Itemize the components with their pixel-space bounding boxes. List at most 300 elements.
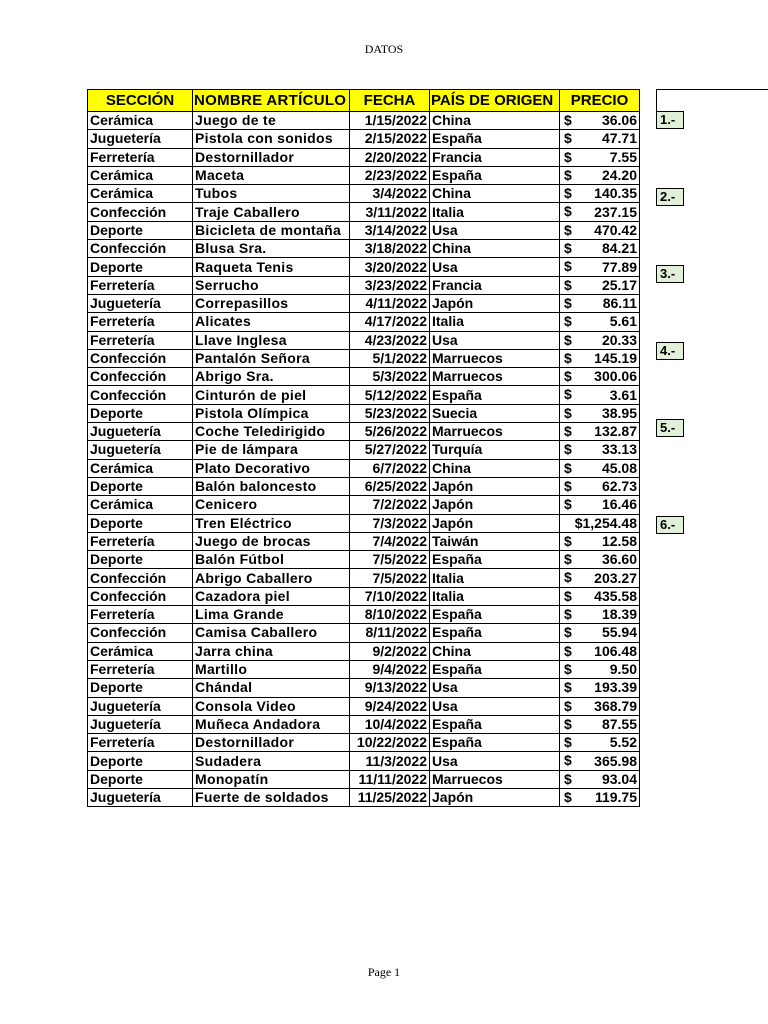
cell-fecha[interactable]: 8/10/2022	[350, 606, 430, 624]
cell-nombre-articulo[interactable]: Jarra china	[193, 642, 350, 660]
price-value: 86.11	[602, 295, 637, 312]
currency-symbol: $	[564, 496, 572, 513]
cell-pais[interactable]: Marruecos	[430, 423, 560, 441]
cell-precio[interactable]	[560, 587, 640, 605]
cell-precio[interactable]	[560, 258, 640, 276]
cell-precio[interactable]	[560, 368, 640, 386]
cell-precio[interactable]	[560, 477, 640, 495]
side-label-1[interactable]: 1.-	[656, 111, 684, 129]
table-row	[88, 532, 640, 550]
cell-pais[interactable]: Marruecos	[430, 770, 560, 788]
cell-fecha[interactable]: 5/12/2022	[350, 386, 430, 404]
cell-pais[interactable]: Usa	[430, 331, 560, 349]
cell-precio[interactable]	[560, 240, 640, 258]
cell-pais[interactable]: Italia	[430, 569, 560, 587]
cell-nombre-articulo[interactable]: Balón baloncesto	[193, 477, 350, 495]
cell-nombre-articulo[interactable]: Tubos	[193, 185, 350, 203]
table-row	[88, 569, 640, 587]
cell-fecha[interactable]: 9/13/2022	[350, 679, 430, 697]
cell-fecha[interactable]: 11/3/2022	[350, 752, 430, 770]
currency-symbol: $	[564, 349, 572, 366]
cell-pais[interactable]: Turquía	[430, 441, 560, 459]
cell-seccion[interactable]: Deporte	[88, 221, 193, 239]
table-row	[88, 240, 640, 258]
price-value: $1,254.48	[574, 514, 637, 531]
cell-pais[interactable]: Japón	[430, 477, 560, 495]
cell-fecha[interactable]: 5/26/2022	[350, 423, 430, 441]
price-value: 9.50	[609, 661, 637, 678]
currency-symbol: $	[564, 788, 572, 805]
cell-pais[interactable]: España	[430, 715, 560, 733]
cell-seccion[interactable]: Deporte	[88, 477, 193, 495]
price-value: 20.33	[601, 331, 637, 348]
table-row	[88, 606, 640, 624]
table-row	[88, 404, 640, 422]
currency-symbol: $	[564, 185, 572, 202]
table-row	[88, 112, 640, 130]
cell-pais[interactable]: Marruecos	[430, 349, 560, 367]
cell-precio[interactable]	[560, 624, 640, 642]
header-precio[interactable]: PRECIO	[560, 90, 640, 112]
cell-pais[interactable]: China	[430, 459, 560, 477]
currency-symbol: $	[564, 551, 572, 568]
currency-symbol: $	[564, 679, 572, 696]
table-row	[88, 130, 640, 148]
cell-precio[interactable]	[560, 203, 640, 221]
table-row	[88, 313, 640, 331]
table-row	[88, 294, 640, 312]
cell-precio[interactable]	[560, 770, 640, 788]
side-label-6[interactable]: 6.-	[656, 516, 684, 534]
cell-precio[interactable]	[560, 734, 640, 752]
cell-fecha[interactable]: 5/27/2022	[350, 441, 430, 459]
table-row	[88, 276, 640, 294]
cell-seccion[interactable]: Juguetería	[88, 788, 193, 806]
cell-pais[interactable]: Usa	[430, 752, 560, 770]
currency-symbol: $	[564, 752, 572, 769]
cell-nombre-articulo[interactable]: Chándal	[193, 679, 350, 697]
cell-precio[interactable]	[560, 313, 640, 331]
cell-precio[interactable]	[560, 294, 640, 312]
currency-symbol: $	[564, 368, 572, 385]
price-value: 237.15	[594, 203, 637, 220]
table-row	[88, 221, 640, 239]
cell-precio[interactable]	[560, 660, 640, 678]
cell-seccion[interactable]: Confección	[88, 368, 193, 386]
cell-seccion[interactable]: Juguetería	[88, 441, 193, 459]
price-value: 435.58	[594, 587, 637, 604]
cell-nombre-articulo[interactable]: Cazadora piel	[193, 587, 350, 605]
currency-symbol: $	[564, 697, 572, 714]
currency-symbol: $	[564, 386, 572, 403]
cell-nombre-articulo[interactable]: Coche Teledirigido	[193, 423, 350, 441]
cell-precio[interactable]	[560, 496, 640, 514]
currency-symbol: $	[564, 203, 572, 220]
cell-pais[interactable]: España	[430, 606, 560, 624]
cell-seccion[interactable]: Confección	[88, 386, 193, 404]
cell-precio[interactable]	[560, 679, 640, 697]
cell-seccion[interactable]: Deporte	[88, 404, 193, 422]
table-row	[88, 477, 640, 495]
price-value: 5.61	[609, 313, 637, 330]
cell-seccion[interactable]: Confección	[88, 587, 193, 605]
cell-fecha[interactable]: 3/23/2022	[350, 276, 430, 294]
cell-fecha[interactable]: 2/20/2022	[350, 148, 430, 166]
table-row	[88, 770, 640, 788]
table-row	[88, 624, 640, 642]
cell-nombre-articulo[interactable]: Traje Caballero	[193, 203, 350, 221]
currency-symbol: $	[564, 276, 572, 293]
cell-seccion[interactable]: Juguetería	[88, 715, 193, 733]
cell-pais[interactable]: Taiwán	[430, 532, 560, 550]
cell-nombre-articulo[interactable]: Juego de brocas	[193, 532, 350, 550]
cell-fecha[interactable]: 4/23/2022	[350, 331, 430, 349]
currency-symbol: $	[564, 331, 572, 348]
cell-pais[interactable]: China	[430, 185, 560, 203]
cell-fecha[interactable]: 5/3/2022	[350, 368, 430, 386]
cell-fecha[interactable]: 6/25/2022	[350, 477, 430, 495]
cell-seccion[interactable]: Cerámica	[88, 459, 193, 477]
cell-precio[interactable]	[560, 697, 640, 715]
cell-pais[interactable]: Japón	[430, 514, 560, 532]
cell-nombre-articulo[interactable]: Llave Inglesa	[193, 331, 350, 349]
price-value: 203.27	[594, 569, 637, 586]
cell-pais[interactable]: España	[430, 624, 560, 642]
table-row	[88, 752, 640, 770]
side-label-4[interactable]: 4.-	[656, 342, 684, 360]
cell-fecha[interactable]: 7/5/2022	[350, 551, 430, 569]
cell-nombre-articulo[interactable]: Blusa Sra.	[193, 240, 350, 258]
currency-symbol: $	[564, 624, 572, 641]
price-value: 87.55	[601, 715, 637, 732]
cell-precio[interactable]	[560, 642, 640, 660]
cell-pais[interactable]: Usa	[430, 679, 560, 697]
cell-seccion[interactable]: Juguetería	[88, 294, 193, 312]
cell-pais[interactable]: España	[430, 551, 560, 569]
header-pais-de-origen[interactable]: PAÍS DE ORIGEN	[430, 90, 560, 112]
cell-seccion[interactable]: Cerámica	[88, 185, 193, 203]
cell-nombre-articulo[interactable]: Pistola con sonidos	[193, 130, 350, 148]
table-row	[88, 386, 640, 404]
cell-precio[interactable]	[560, 349, 640, 367]
cell-seccion[interactable]: Confección	[88, 203, 193, 221]
cell-seccion[interactable]: Ferretería	[88, 276, 193, 294]
cell-seccion[interactable]: Ferretería	[88, 734, 193, 752]
cell-pais[interactable]: China	[430, 240, 560, 258]
side-frame	[656, 89, 768, 111]
cell-seccion[interactable]: Deporte	[88, 770, 193, 788]
currency-symbol: $	[564, 734, 572, 751]
price-value: 7.55	[609, 148, 637, 165]
cell-fecha[interactable]: 3/11/2022	[350, 203, 430, 221]
price-value: 62.73	[601, 478, 637, 495]
cell-precio[interactable]	[560, 331, 640, 349]
cell-nombre-articulo[interactable]: Alicates	[193, 313, 350, 331]
cell-precio[interactable]	[560, 221, 640, 239]
cell-precio[interactable]	[560, 551, 640, 569]
cell-precio[interactable]	[560, 441, 640, 459]
side-label-5[interactable]: 5.-	[656, 419, 684, 437]
cell-seccion[interactable]: Juguetería	[88, 697, 193, 715]
cell-seccion[interactable]: Juguetería	[88, 130, 193, 148]
price-value: 119.75	[594, 789, 637, 806]
cell-seccion[interactable]: Cerámica	[88, 496, 193, 514]
cell-fecha[interactable]: 11/25/2022	[350, 788, 430, 806]
cell-precio[interactable]	[560, 606, 640, 624]
cell-nombre-articulo[interactable]: Serrucho	[193, 276, 350, 294]
price-value: 5.52	[609, 734, 637, 751]
table-row	[88, 514, 640, 532]
currency-symbol: $	[564, 112, 572, 128]
cell-nombre-articulo[interactable]: Pie de lámpara	[193, 441, 350, 459]
cell-nombre-articulo[interactable]: Cenicero	[193, 496, 350, 514]
cell-seccion[interactable]: Deporte	[88, 514, 193, 532]
table-row	[88, 349, 640, 367]
cell-fecha[interactable]: 9/24/2022	[350, 697, 430, 715]
cell-seccion[interactable]: Cerámica	[88, 166, 193, 184]
currency-symbol: $	[564, 166, 572, 183]
cell-nombre-articulo[interactable]: Destornillador	[193, 148, 350, 166]
cell-precio[interactable]	[560, 569, 640, 587]
currency-symbol: $	[564, 221, 572, 238]
currency-symbol: $	[564, 587, 572, 604]
price-value: 16.46	[601, 496, 637, 513]
cell-fecha[interactable]: 10/22/2022	[350, 734, 430, 752]
side-label-3[interactable]: 3.-	[656, 265, 684, 283]
cell-fecha[interactable]: 7/2/2022	[350, 496, 430, 514]
cell-precio[interactable]	[560, 386, 640, 404]
cell-fecha[interactable]: 7/10/2022	[350, 587, 430, 605]
cell-pais[interactable]: Suecia	[430, 404, 560, 422]
cell-pais[interactable]: Japón	[430, 788, 560, 806]
cell-nombre-articulo[interactable]: Tren Eléctrico	[193, 514, 350, 532]
cell-precio[interactable]	[560, 514, 640, 532]
cell-nombre-articulo[interactable]: Sudadera	[193, 752, 350, 770]
price-value: 140.35	[594, 185, 637, 202]
price-value: 36.60	[601, 551, 637, 568]
cell-seccion[interactable]: Ferretería	[88, 313, 193, 331]
cell-seccion[interactable]: Ferretería	[88, 148, 193, 166]
table-row	[88, 166, 640, 184]
currency-symbol: $	[564, 240, 572, 257]
price-value: 193.39	[594, 679, 637, 696]
cell-seccion[interactable]: Cerámica	[88, 642, 193, 660]
table-row	[88, 788, 640, 806]
cell-pais[interactable]: Italia	[430, 203, 560, 221]
currency-symbol: $	[564, 459, 572, 476]
price-value: 55.94	[601, 624, 637, 641]
currency-symbol: $	[564, 715, 572, 732]
currency-symbol: $	[564, 294, 572, 311]
cell-nombre-articulo[interactable]: Bicicleta de montaña	[193, 221, 350, 239]
price-value: 300.06	[594, 368, 637, 385]
header-nombre-articulo[interactable]: NOMBRE ARTÍCULO	[193, 90, 350, 112]
price-value: 18.39	[601, 606, 637, 623]
table-row	[88, 496, 640, 514]
currency-symbol: $	[564, 770, 572, 787]
cell-nombre-articulo[interactable]: Destornillador	[193, 734, 350, 752]
cell-seccion[interactable]: Deporte	[88, 679, 193, 697]
cell-precio[interactable]	[560, 166, 640, 184]
cell-fecha[interactable]: 11/11/2022	[350, 770, 430, 788]
cell-seccion[interactable]: Ferretería	[88, 331, 193, 349]
cell-pais[interactable]: Francia	[430, 148, 560, 166]
cell-nombre-articulo[interactable]: Abrigo Caballero	[193, 569, 350, 587]
cell-nombre-articulo[interactable]: Camisa Caballero	[193, 624, 350, 642]
cell-fecha[interactable]: 9/4/2022	[350, 660, 430, 678]
price-value: 12.58	[601, 532, 637, 549]
cell-fecha[interactable]: 7/4/2022	[350, 532, 430, 550]
cell-pais[interactable]: Usa	[430, 258, 560, 276]
cell-fecha[interactable]: 3/4/2022	[350, 185, 430, 203]
cell-fecha[interactable]: 9/2/2022	[350, 642, 430, 660]
currency-symbol: $	[564, 532, 572, 549]
table-row	[88, 423, 640, 441]
cell-nombre-articulo[interactable]: Lima Grande	[193, 606, 350, 624]
cell-seccion[interactable]: Confección	[88, 349, 193, 367]
cell-seccion[interactable]: Ferretería	[88, 606, 193, 624]
cell-pais[interactable]: Usa	[430, 697, 560, 715]
price-value: 38.95	[601, 404, 637, 421]
currency-symbol: $	[564, 258, 572, 275]
cell-fecha[interactable]: 10/4/2022	[350, 715, 430, 733]
currency-symbol: $	[564, 660, 572, 677]
cell-precio[interactable]	[560, 788, 640, 806]
cell-pais[interactable]: Italia	[430, 313, 560, 331]
cell-precio[interactable]	[560, 459, 640, 477]
cell-seccion[interactable]: Confección	[88, 240, 193, 258]
price-value: 25.17	[601, 276, 637, 293]
price-value: 36.06	[601, 112, 637, 129]
cell-fecha[interactable]: 5/23/2022	[350, 404, 430, 422]
page-footer: Page 1	[367, 965, 401, 979]
cell-seccion[interactable]: Juguetería	[88, 423, 193, 441]
price-value: 106.48	[594, 642, 637, 659]
price-value: 132.87	[594, 423, 637, 440]
cell-nombre-articulo[interactable]: Abrigo Sra.	[193, 368, 350, 386]
cell-fecha[interactable]: 7/5/2022	[350, 569, 430, 587]
cell-fecha[interactable]: 2/15/2022	[350, 130, 430, 148]
cell-precio[interactable]	[560, 185, 640, 203]
cell-precio[interactable]	[560, 130, 640, 148]
cell-pais[interactable]: Usa	[430, 221, 560, 239]
table-row	[88, 587, 640, 605]
cell-precio[interactable]	[560, 532, 640, 550]
currency-symbol: $	[564, 404, 572, 421]
table-row	[88, 697, 640, 715]
cell-seccion[interactable]: Ferretería	[88, 660, 193, 678]
cell-precio[interactable]	[560, 715, 640, 733]
cell-seccion[interactable]: Deporte	[88, 752, 193, 770]
cell-precio[interactable]	[560, 404, 640, 422]
cell-seccion[interactable]: Deporte	[88, 551, 193, 569]
cell-pais[interactable]: Marruecos	[430, 368, 560, 386]
cell-fecha[interactable]: 7/3/2022	[350, 514, 430, 532]
cell-fecha[interactable]: 1/15/2022	[350, 112, 430, 130]
cell-fecha[interactable]: 6/7/2022	[350, 459, 430, 477]
cell-precio[interactable]	[560, 752, 640, 770]
cell-nombre-articulo[interactable]: Cinturón de piel	[193, 386, 350, 404]
side-label-2[interactable]: 2.-	[656, 188, 684, 206]
price-value: 3.61	[609, 386, 637, 403]
cell-seccion[interactable]: Confección	[88, 569, 193, 587]
cell-pais[interactable]: España	[430, 130, 560, 148]
cell-nombre-articulo[interactable]: Raqueta Tenis	[193, 258, 350, 276]
currency-symbol: $	[564, 313, 572, 330]
price-value: 365.98	[594, 752, 637, 769]
currency-symbol: $	[564, 148, 572, 165]
price-value: 470.42	[594, 221, 637, 238]
cell-pais[interactable]: España	[430, 166, 560, 184]
cell-pais[interactable]: España	[430, 386, 560, 404]
cell-seccion[interactable]: Ferretería	[88, 532, 193, 550]
cell-pais[interactable]: Francia	[430, 276, 560, 294]
cell-nombre-articulo[interactable]: Pistola Olímpica	[193, 404, 350, 422]
price-value: 93.04	[601, 770, 637, 787]
table-row	[88, 551, 640, 569]
header-seccion[interactable]: SECCIÓN	[88, 90, 193, 112]
page-header: DATOS	[364, 42, 404, 56]
cell-fecha[interactable]: 3/18/2022	[350, 240, 430, 258]
cell-nombre-articulo[interactable]: Pantalón Señora	[193, 349, 350, 367]
cell-nombre-articulo[interactable]: Juego de te	[193, 112, 350, 130]
cell-pais[interactable]: China	[430, 112, 560, 130]
cell-pais[interactable]: España	[430, 660, 560, 678]
cell-nombre-articulo[interactable]: Correpasillos	[193, 294, 350, 312]
table-row	[88, 331, 640, 349]
cell-nombre-articulo[interactable]: Consola Video	[193, 697, 350, 715]
price-value: 84.21	[601, 240, 637, 257]
cell-fecha[interactable]: 4/17/2022	[350, 313, 430, 331]
header-fecha[interactable]: FECHA	[350, 90, 430, 112]
cell-fecha[interactable]: 3/14/2022	[350, 221, 430, 239]
cell-fecha[interactable]: 8/11/2022	[350, 624, 430, 642]
cell-nombre-articulo[interactable]: Martillo	[193, 660, 350, 678]
cell-precio[interactable]	[560, 276, 640, 294]
cell-seccion[interactable]: Cerámica	[88, 112, 193, 130]
cell-nombre-articulo[interactable]: Plato Decorativo	[193, 459, 350, 477]
table-row	[88, 441, 640, 459]
cell-nombre-articulo[interactable]: Muñeca Andadora	[193, 715, 350, 733]
cell-fecha[interactable]: 5/1/2022	[350, 349, 430, 367]
cell-seccion[interactable]: Deporte	[88, 258, 193, 276]
price-value: 24.20	[601, 167, 637, 184]
cell-nombre-articulo[interactable]: Maceta	[193, 166, 350, 184]
cell-fecha[interactable]: 3/20/2022	[350, 258, 430, 276]
cell-pais[interactable]: España	[430, 734, 560, 752]
cell-pais[interactable]: China	[430, 642, 560, 660]
currency-symbol: $	[564, 477, 572, 494]
price-value: 77.89	[601, 258, 637, 275]
cell-precio[interactable]	[560, 423, 640, 441]
price-value: 368.79	[594, 697, 637, 714]
cell-pais[interactable]: Japón	[430, 294, 560, 312]
cell-pais[interactable]: Italia	[430, 587, 560, 605]
cell-nombre-articulo[interactable]: Fuerte de soldados	[193, 788, 350, 806]
table-row	[88, 258, 640, 276]
cell-nombre-articulo[interactable]: Monopatín	[193, 770, 350, 788]
table-row	[88, 642, 640, 660]
currency-symbol: $	[564, 130, 572, 147]
cell-pais[interactable]: Japón	[430, 496, 560, 514]
cell-nombre-articulo[interactable]: Balón Fútbol	[193, 551, 350, 569]
cell-fecha[interactable]: 2/23/2022	[350, 166, 430, 184]
cell-precio[interactable]	[560, 148, 640, 166]
cell-fecha[interactable]: 4/11/2022	[350, 294, 430, 312]
cell-precio[interactable]	[560, 112, 640, 130]
price-value: 145.19	[594, 350, 637, 366]
cell-seccion[interactable]: Confección	[88, 624, 193, 642]
